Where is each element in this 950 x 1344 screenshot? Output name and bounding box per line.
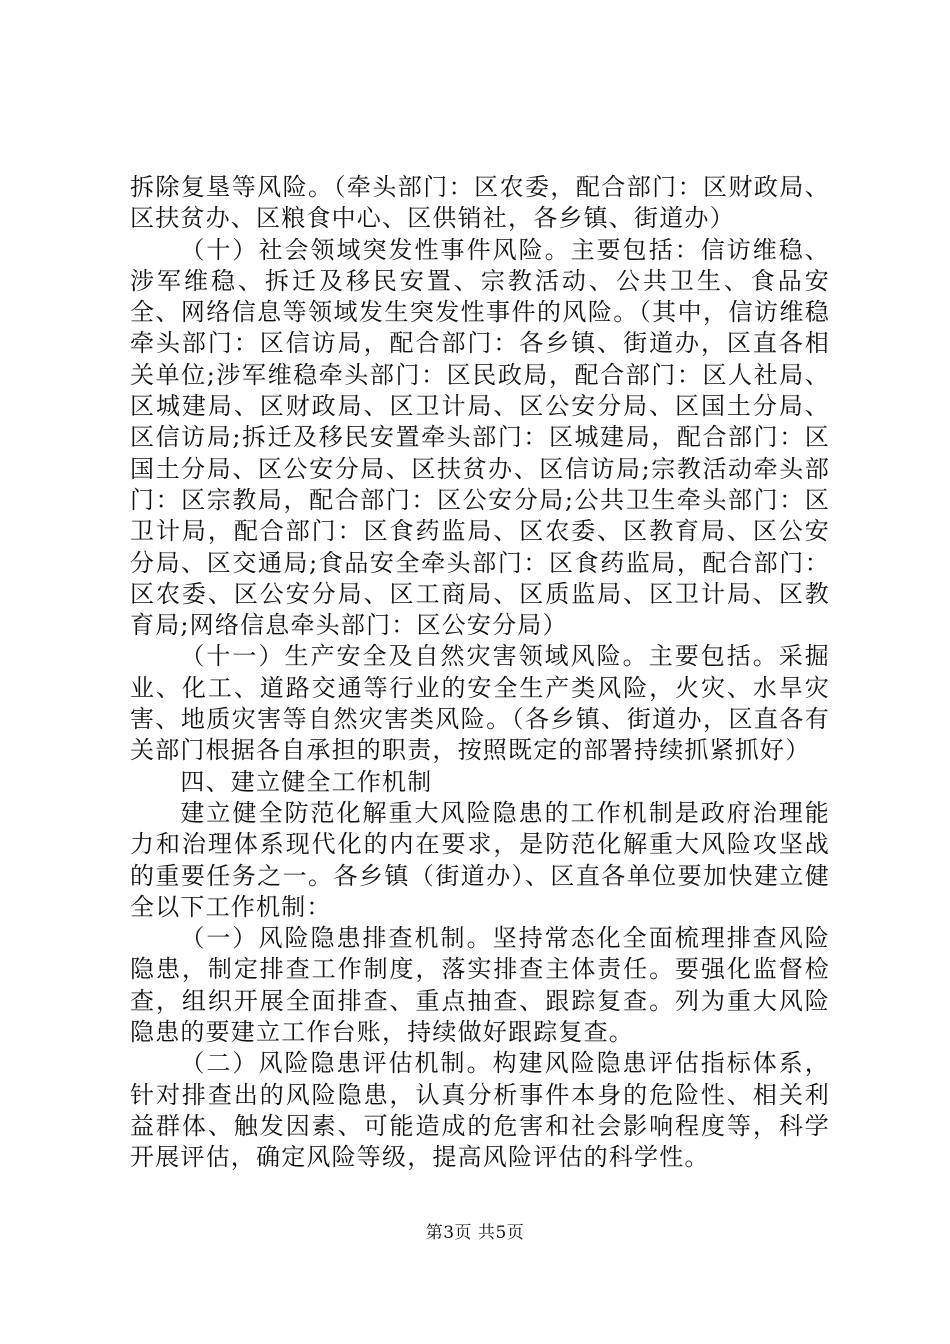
paragraph-assessment-mechanism: （二）风险隐患评估机制。构建风险隐患评估指标体系，针对排查出的风险隐患，认真分析事件本身的危险性、相关利益群体、触发因素、可能造成的危害和社会影响程度等，科学开展评估，确定风险等级，提高风险评估的科学性。 — [130, 1049, 830, 1172]
page-number-label: 第3页 共5页 — [425, 1223, 525, 1243]
section-heading-mechanism: 四、建立健全工作机制 — [180, 767, 433, 796]
page-footer — [0, 1218, 950, 1243]
paragraph-social-risk: （十）社会领域突发性事件风险。主要包括：信访维稳、涉军维稳、拆迁及移民安置、宗教活动、公共卫生、食品安全、网络信息等领域发生突发性事件的风险。（其中，信访维稳牵头部门：区信访局，配合部门：各乡镇、街道办，区直各相关单位;涉军维稳牵头部门：区民政局，配合部门：区人社局、区城建局、区财政局、区卫计局、区公安分局、区国土分局、区信访局;拆迁及移民安置牵头部门：区城建局，配合部门：区国土分局、区公安分局、区扶贫办、区信访局;宗教活动牵头部门：区宗教局，配合部门：区公安分局;公共卫生牵头部门：区卫计局，配合部门：区食药监局、区农委、区教育局、区公安分局、区交通局;食品安全牵头部门：区食药监局，配合部门：区农委、区公安分局、区工商局、区质监局、区卫计局、区教育局;网络信息牵头部门：区公安分局） — [130, 235, 830, 640]
paragraph-mechanism-intro: 建立健全防范化解重大风险隐患的工作机制是政府治理能力和治理体系现代化的内在要求，是防范化解重大风险攻坚战的重要任务之一。各乡镇（街道办）、区直各单位要加快建立健全以下工作机制： — [130, 798, 830, 921]
paragraph-screening-mechanism: （一）风险隐患排查机制。坚持常态化全面梳理排查风险隐患，制定排查工作制度，落实排查主体责任。要强化监督检查，组织开展全面排查、重点抽查、跟踪复查。列为重大风险隐患的要建立工作台账，持续做好跟踪复查。 — [130, 924, 830, 1047]
paragraph-continuation: 拆除复垦等风险。（牵头部门：区农委，配合部门：区财政局、区扶贫办、区粮食中心、区供销社，各乡镇、街道办） — [130, 173, 830, 233]
paragraph-safety-risk: （十一）生产安全及自然灾害领域风险。主要包括。采掘业、化工、道路交通等行业的安全生产类风险，火灾、水旱灾害、地质灾害等自然灾害类风险。（各乡镇、街道办，区直各有关部门根据各自承担的职责，按照既定的部署持续抓紧抓好） — [130, 642, 830, 765]
document-body — [130, 172, 830, 1174]
